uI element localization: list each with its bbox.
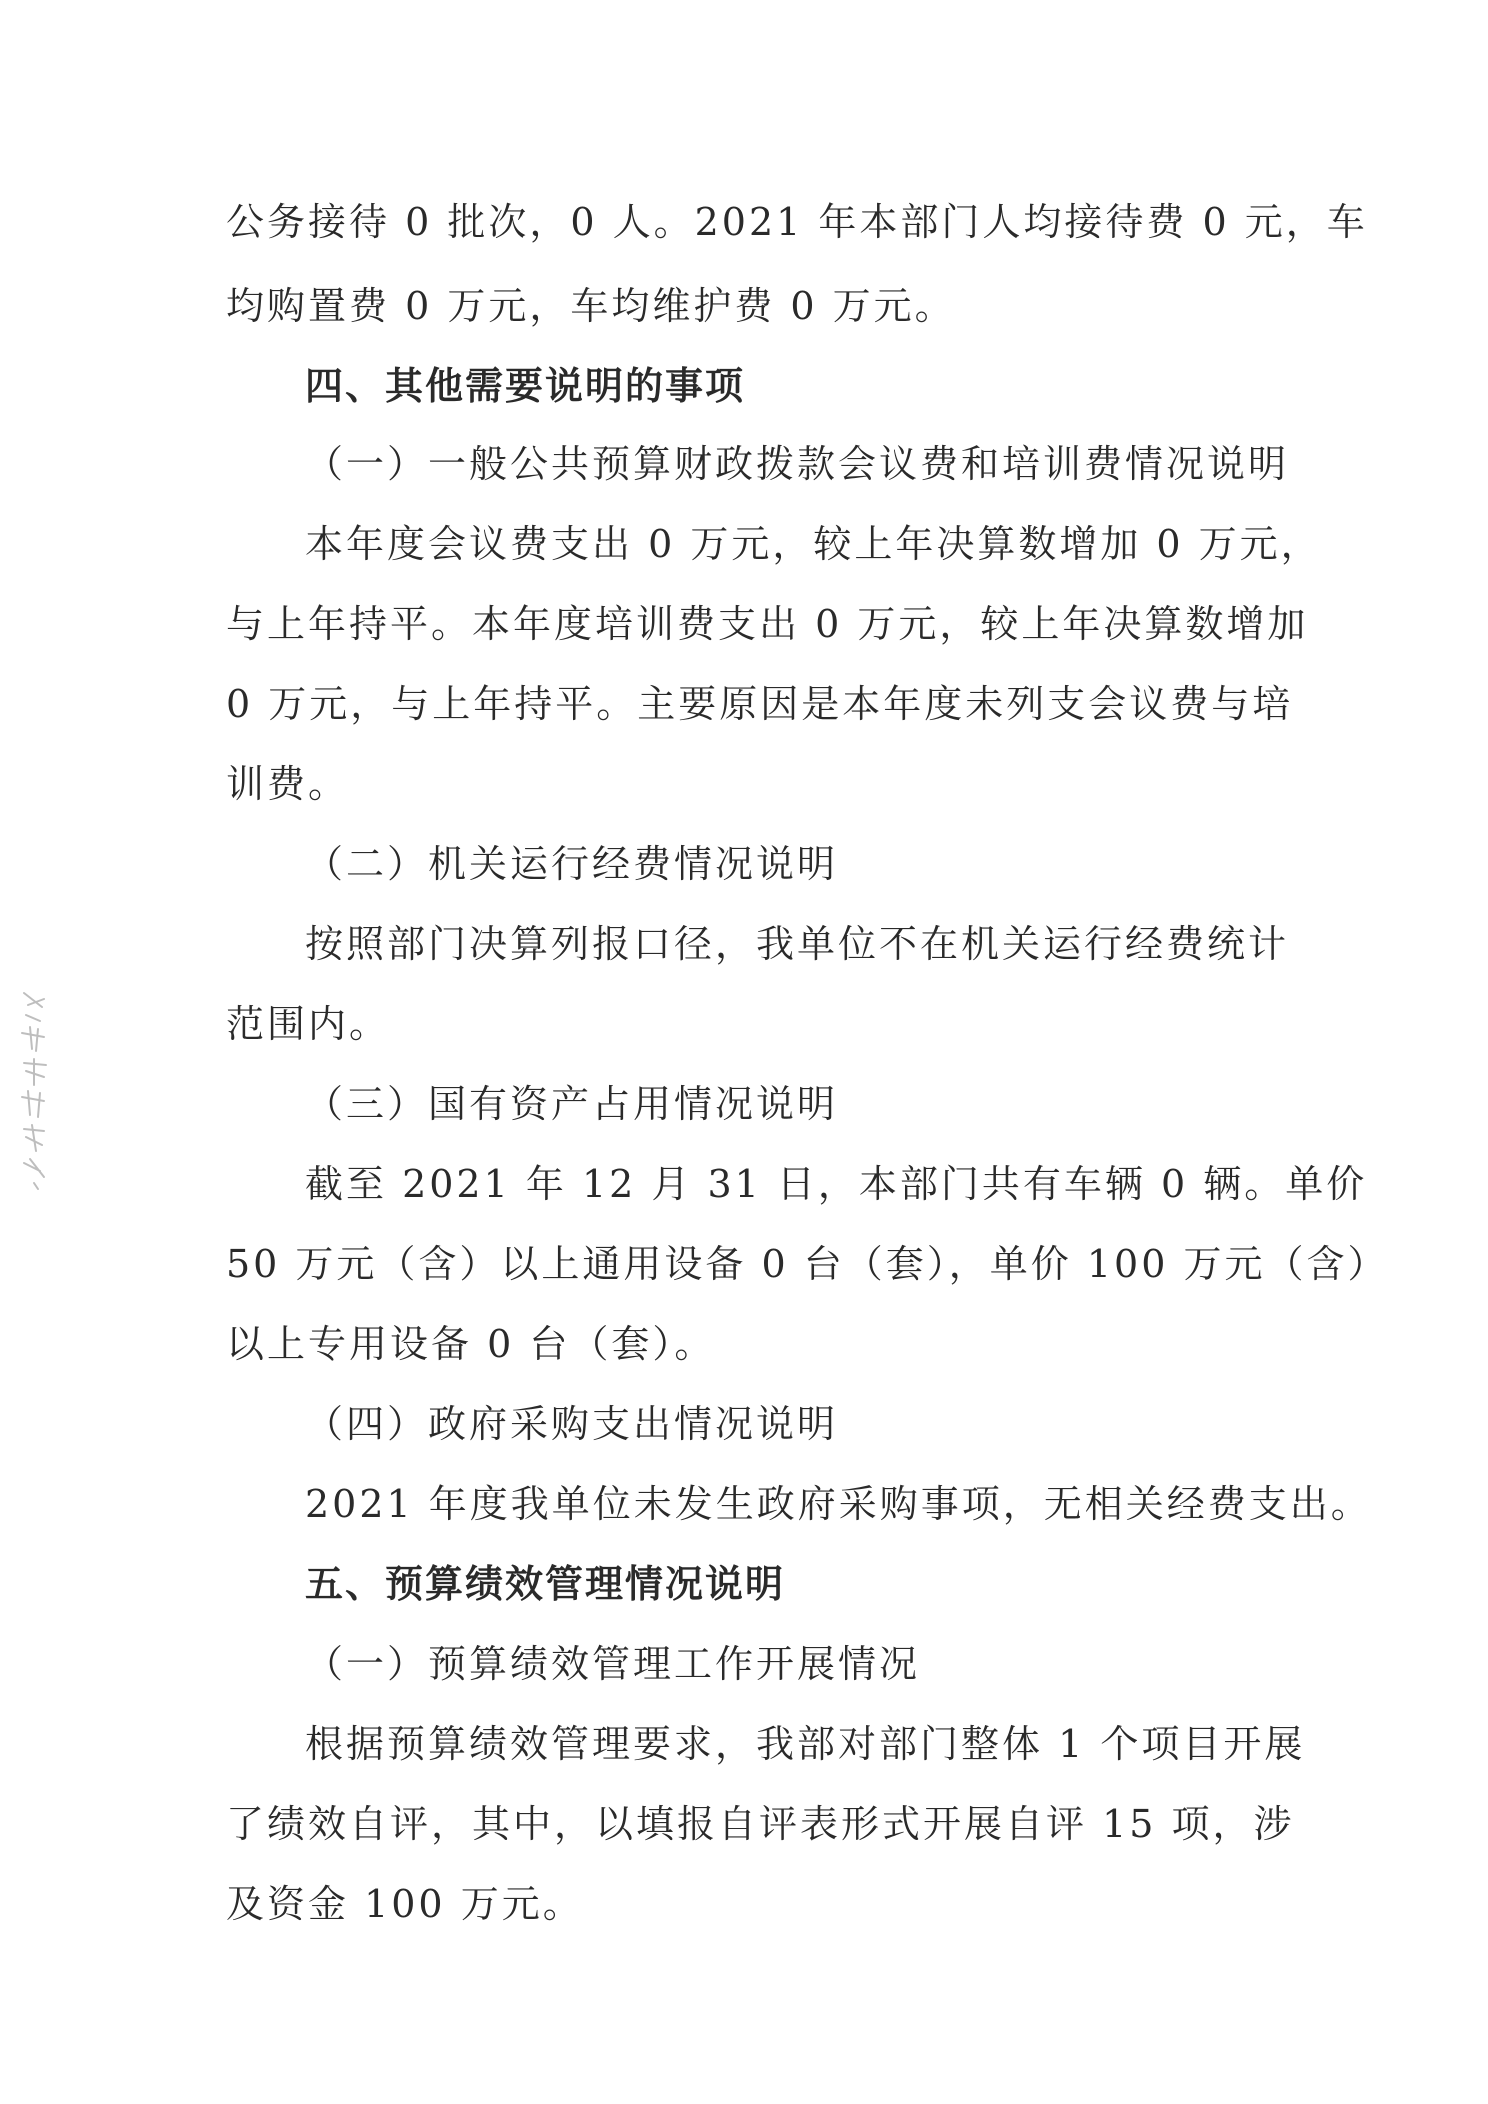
- subsection-heading: （四）政府采购支出情况说明: [305, 1402, 839, 1446]
- paragraph-line: 2021 年度我单位未发生政府采购事项，无相关经费支出。: [305, 1482, 1372, 1526]
- paragraph-line: 50 万元（含）以上通用设备 0 台（套），单价 100 万元（含）: [226, 1242, 1389, 1286]
- paragraph-line: 按照部门决算列报口径，我单位不在机关运行经费统计: [305, 922, 1290, 966]
- paragraph-line: 根据预算绩效管理要求，我部对部门整体 1 个项目开展: [305, 1722, 1306, 1766]
- paragraph-line: 与上年持平。本年度培训费支出 0 万元，较上年决算数增加: [226, 602, 1309, 646]
- paragraph-line: 截至 2021 年 12 月 31 日，本部门共有车辆 0 辆。单价: [305, 1162, 1368, 1206]
- paragraph-line: 本年度会议费支出 0 万元，较上年决算数增加 0 万元，: [305, 522, 1322, 566]
- paragraph-line: 0 万元，与上年持平。主要原因是本年度未列支会议费与培: [226, 682, 1294, 726]
- section-heading: 五、预算绩效管理情况说明: [305, 1562, 786, 1606]
- subsection-heading: （三）国有资产占用情况说明: [305, 1082, 839, 1126]
- paragraph-line: 及资金 100 万元。: [226, 1882, 584, 1926]
- subsection-heading: （二）机关运行经费情况说明: [305, 842, 839, 886]
- seal-mark: [14, 985, 56, 1195]
- subsection-heading: （一）预算绩效管理工作开展情况: [305, 1642, 921, 1686]
- paragraph-line: 训费。: [226, 762, 350, 806]
- section-heading: 四、其他需要说明的事项: [305, 364, 746, 408]
- paragraph-line: 以上专用设备 0 台（套）。: [226, 1322, 716, 1366]
- paragraph-line: 范围内。: [226, 1002, 391, 1046]
- paragraph-line: 公务接待 0 批次，0 人。2021 年本部门人均接待费 0 元，车: [226, 200, 1368, 244]
- subsection-heading: （一）一般公共预算财政拨款会议费和培训费情况说明: [305, 442, 1290, 486]
- paragraph-line: 均购置费 0 万元，车均维护费 0 万元。: [226, 284, 956, 328]
- paragraph-line: 了绩效自评，其中，以填报自评表形式开展自评 15 项，涉: [226, 1802, 1295, 1846]
